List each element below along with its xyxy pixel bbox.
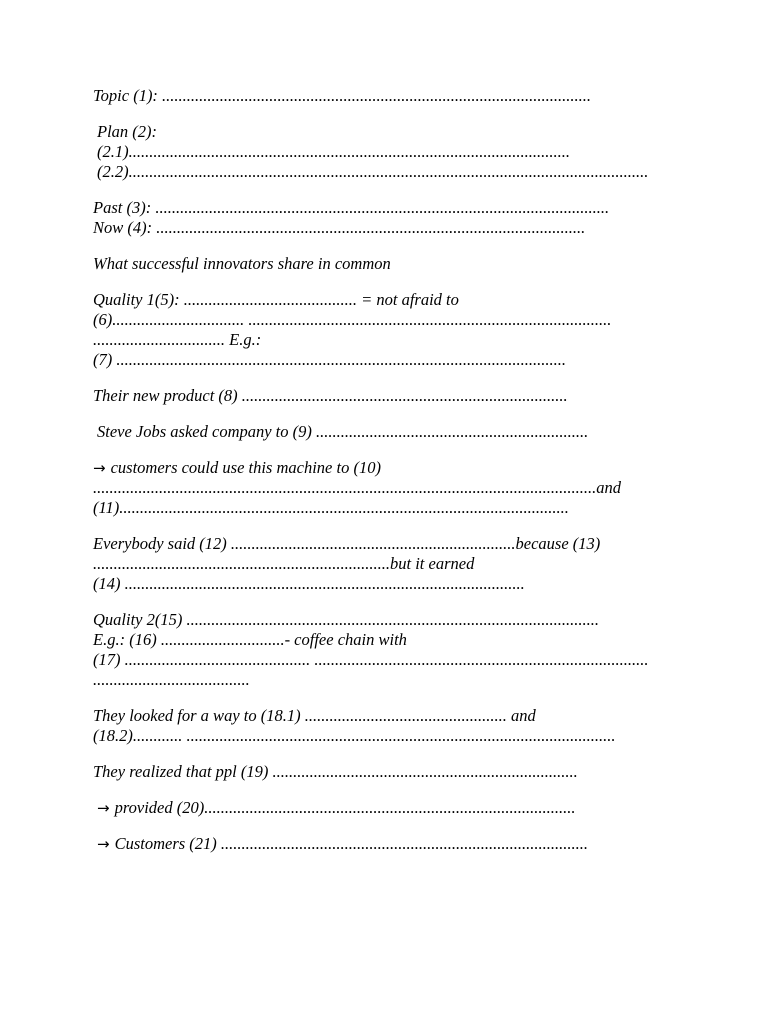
worksheet-item bbox=[93, 798, 673, 818]
worksheet-line bbox=[93, 554, 673, 574]
worksheet-item bbox=[93, 610, 673, 690]
worksheet-item bbox=[93, 198, 673, 238]
worksheet-line bbox=[93, 478, 673, 498]
arrow-right-icon: → bbox=[97, 799, 110, 817]
worksheet-item bbox=[93, 422, 673, 442]
worksheet-line-text: E.g.: (16) ..............................- coffee chain with bbox=[93, 630, 407, 649]
worksheet-line bbox=[93, 498, 673, 518]
worksheet-line-text: They realized that ppl (19) .......................................................................... bbox=[93, 762, 578, 781]
worksheet-item bbox=[93, 122, 673, 182]
worksheet-item bbox=[93, 386, 673, 406]
worksheet-item bbox=[93, 706, 673, 746]
worksheet-line-text: Quality 2(15) .................................................................................................... bbox=[93, 610, 599, 629]
worksheet-line bbox=[93, 254, 673, 274]
worksheet-line-text: (2.1)........................................................................................................... bbox=[97, 142, 570, 161]
worksheet-body bbox=[93, 86, 673, 870]
worksheet-line bbox=[93, 670, 673, 690]
worksheet-line-text: (6)................................ ........................................................................................ bbox=[93, 310, 612, 329]
worksheet-line bbox=[93, 534, 673, 554]
worksheet-line bbox=[97, 142, 673, 162]
worksheet-line-text: Customers (21) ......................................................................................... bbox=[114, 834, 589, 853]
worksheet-line bbox=[93, 386, 673, 406]
worksheet-line bbox=[93, 610, 673, 630]
worksheet-line bbox=[93, 198, 673, 218]
worksheet-item bbox=[93, 534, 673, 594]
worksheet-line-text: customers could use this machine to (10) bbox=[110, 458, 381, 477]
worksheet-line-text: ................................ E.g.: bbox=[93, 330, 262, 349]
worksheet-line-text: (17) ............................................. ................................................................................. bbox=[93, 650, 649, 669]
worksheet-line bbox=[97, 798, 673, 818]
worksheet-line-text: (18.2)............ ........................................................................................................ bbox=[93, 726, 616, 745]
worksheet-line-text: ........................................................................but it earned bbox=[93, 554, 475, 573]
worksheet-item bbox=[93, 86, 673, 106]
worksheet-line-text: Quality 1(5): .......................................... = not afraid to bbox=[93, 290, 459, 309]
worksheet-line-text: Steve Jobs asked company to (9) .................................................................. bbox=[97, 422, 589, 441]
worksheet-item bbox=[93, 254, 673, 274]
worksheet-item bbox=[93, 834, 673, 854]
arrow-right-icon: → bbox=[93, 459, 106, 477]
worksheet-item bbox=[93, 290, 673, 370]
worksheet-line-text: ..........................................................................................................................and bbox=[93, 478, 621, 497]
worksheet-line-text: Topic (1): ........................................................................................................ bbox=[93, 86, 592, 105]
worksheet-item bbox=[93, 458, 673, 518]
worksheet-line-text: (14) ................................................................................................. bbox=[93, 574, 525, 593]
worksheet-line-text: What successful innovators share in common bbox=[93, 254, 391, 273]
worksheet-line bbox=[93, 86, 673, 106]
worksheet-line bbox=[93, 350, 673, 370]
worksheet-line bbox=[93, 310, 673, 330]
worksheet-line bbox=[93, 706, 673, 726]
worksheet-line-text: Everybody said (12) .....................................................................because (13) bbox=[93, 534, 601, 553]
worksheet-line bbox=[93, 762, 673, 782]
worksheet-line-text: Plan (2): bbox=[97, 122, 158, 141]
worksheet-line bbox=[93, 650, 673, 670]
worksheet-line bbox=[93, 330, 673, 350]
worksheet-line bbox=[97, 162, 673, 182]
worksheet-item bbox=[93, 762, 673, 782]
arrow-right-icon: → bbox=[97, 835, 110, 853]
worksheet-line bbox=[93, 458, 673, 478]
worksheet-line bbox=[97, 834, 673, 854]
worksheet-line bbox=[97, 122, 673, 142]
worksheet-line bbox=[93, 726, 673, 746]
worksheet-line-text: Past (3): .............................................................................................................. bbox=[93, 198, 610, 217]
worksheet-line-text: (7) ............................................................................................................. bbox=[93, 350, 566, 369]
worksheet-line-text: (2.2).............................................................................................................................. bbox=[97, 162, 649, 181]
worksheet-line bbox=[93, 574, 673, 594]
worksheet-line-text: They looked for a way to (18.1) ................................................. and bbox=[93, 706, 536, 725]
worksheet-line-text: provided (20).......................................................................................... bbox=[114, 798, 576, 817]
worksheet-line bbox=[93, 630, 673, 650]
worksheet-line-text: ...................................... bbox=[93, 670, 250, 689]
worksheet-line bbox=[97, 422, 673, 442]
worksheet-line bbox=[93, 290, 673, 310]
worksheet-line-text: Now (4): ........................................................................................................ bbox=[93, 218, 586, 237]
worksheet-line-text: Their new product (8) ............................................................................... bbox=[93, 386, 568, 405]
worksheet-line-text: (11)............................................................................................................. bbox=[93, 498, 569, 517]
worksheet-line bbox=[93, 218, 673, 238]
